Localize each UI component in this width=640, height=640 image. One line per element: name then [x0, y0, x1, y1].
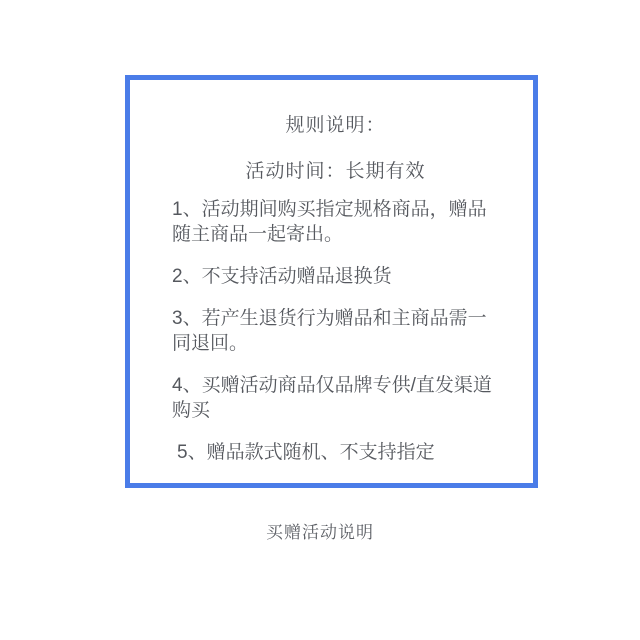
rule-item-4: 4、买赠活动商品仅品牌专供/直发渠道购买: [172, 375, 492, 421]
rule-item-3: 3、若产生退货行为赠品和主商品需一同退回。: [172, 308, 487, 354]
rule-item-5: 5、赠品款式随机、不支持指定: [177, 442, 435, 463]
rule-item-1: 1、活动期间购买指定规格商品，赠品随主商品一起寄出。: [172, 199, 487, 245]
image-caption: 买赠活动说明: [266, 523, 374, 542]
rules-title: 规则说明：: [285, 115, 386, 136]
rule-item-2: 2、不支持活动赠品退换货: [172, 266, 392, 287]
activity-time: 活动时间：长期有效: [245, 161, 426, 182]
rules-box: [125, 75, 538, 488]
